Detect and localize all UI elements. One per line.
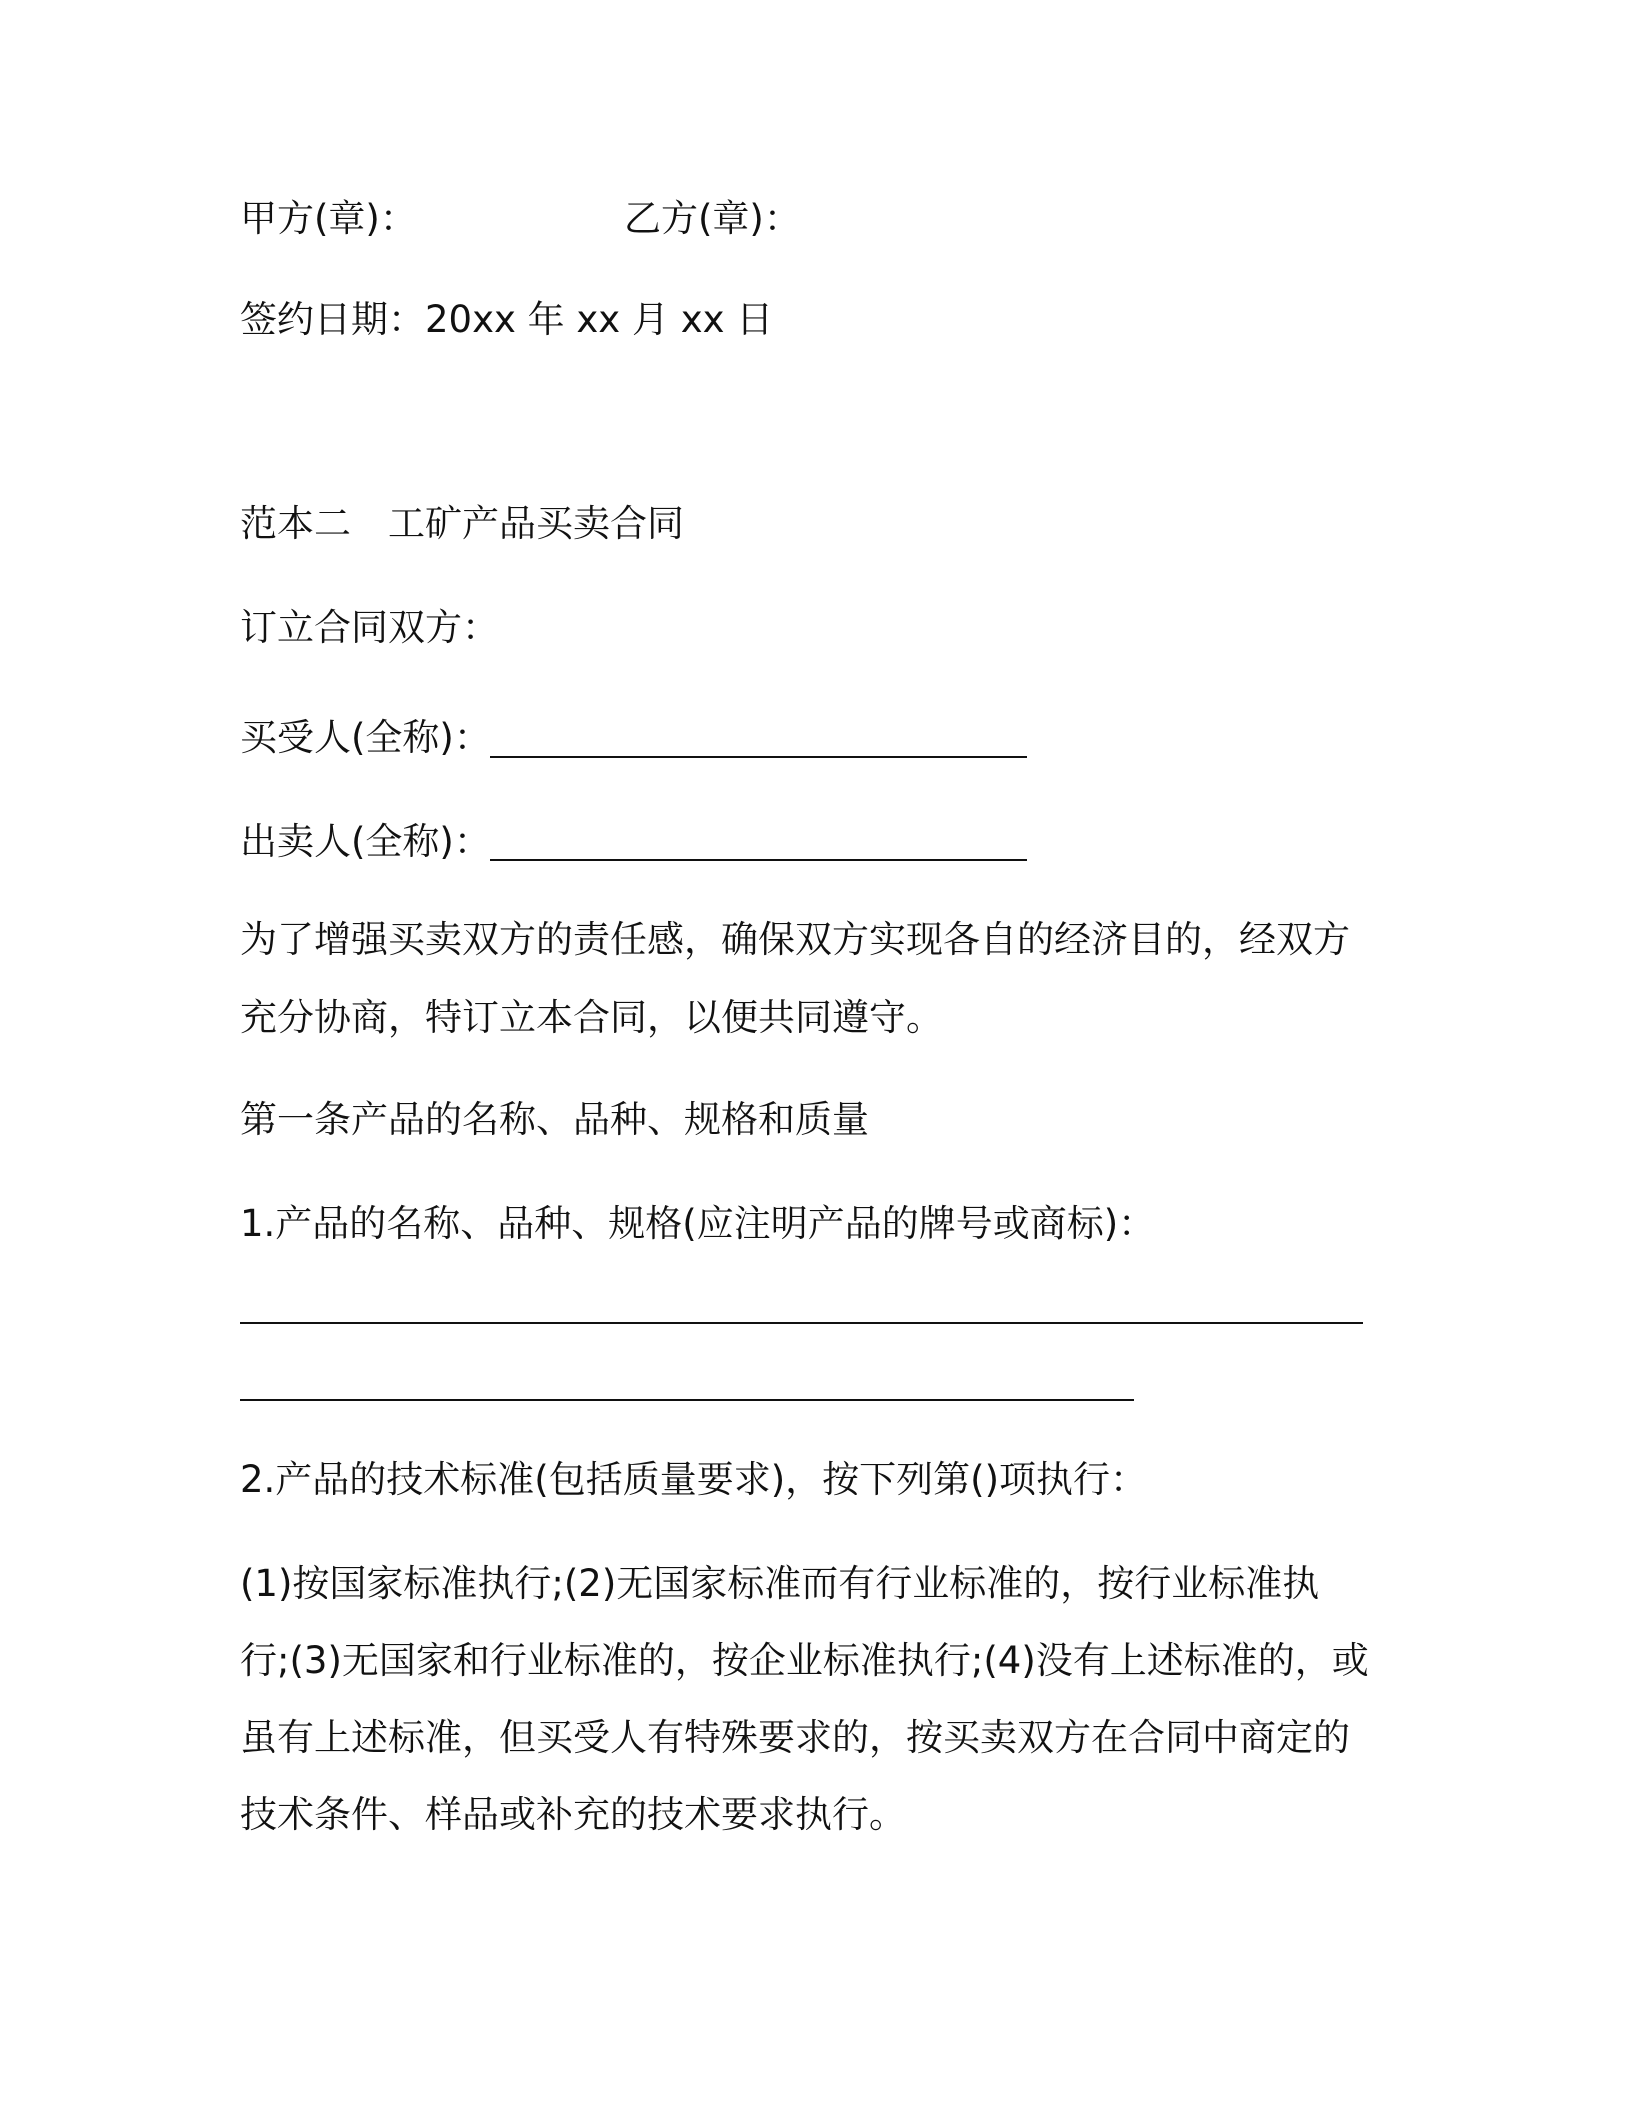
sign-date: 签约日期：20xx 年 xx 月 xx 日 xyxy=(240,298,774,341)
seller-label: 出卖人(全称)： xyxy=(240,820,491,863)
blank-fill-line-1 xyxy=(240,1322,1363,1324)
party-a-seal-label: 甲方(章)： xyxy=(240,197,417,240)
intro-line-2: 充分协商，特订立本合同，以便共同遵守。 xyxy=(240,996,943,1039)
buyer-label: 买受人(全称)： xyxy=(240,716,491,759)
standards-line-1: (1)按国家标准执行;(2)无国家标准而有行业标准的，按行业标准执 xyxy=(240,1562,1320,1605)
standards-line-2: 行;(3)无国家和行业标准的，按企业标准执行;(4)没有上述标准的，或 xyxy=(240,1639,1369,1682)
article-1-title: 第一条产品的名称、品种、规格和质量 xyxy=(240,1098,869,1141)
party-b-seal-label: 乙方(章)： xyxy=(624,197,801,240)
intro-line-1: 为了增强买卖双方的责任感，确保双方实现各自的经济目的，经双方 xyxy=(240,918,1350,961)
buyer-fill-line xyxy=(490,756,1027,758)
parties-heading: 订立合同双方： xyxy=(240,606,499,649)
signature-row xyxy=(240,195,801,243)
standards-line-4: 技术条件、样品或补充的技术要求执行。 xyxy=(240,1793,906,1836)
template-title: 范本二 工矿产品买卖合同 xyxy=(240,502,684,545)
item-2: 2.产品的技术标准(包括质量要求)，按下列第()项执行： xyxy=(240,1458,1148,1501)
item-1: 1.产品的名称、品种、规格(应注明产品的牌号或商标)： xyxy=(240,1202,1156,1245)
blank-fill-line-2 xyxy=(240,1399,1134,1401)
seller-fill-line xyxy=(490,859,1027,861)
standards-line-3: 虽有上述标准，但买受人有特殊要求的，按买卖双方在合同中商定的 xyxy=(240,1716,1350,1759)
